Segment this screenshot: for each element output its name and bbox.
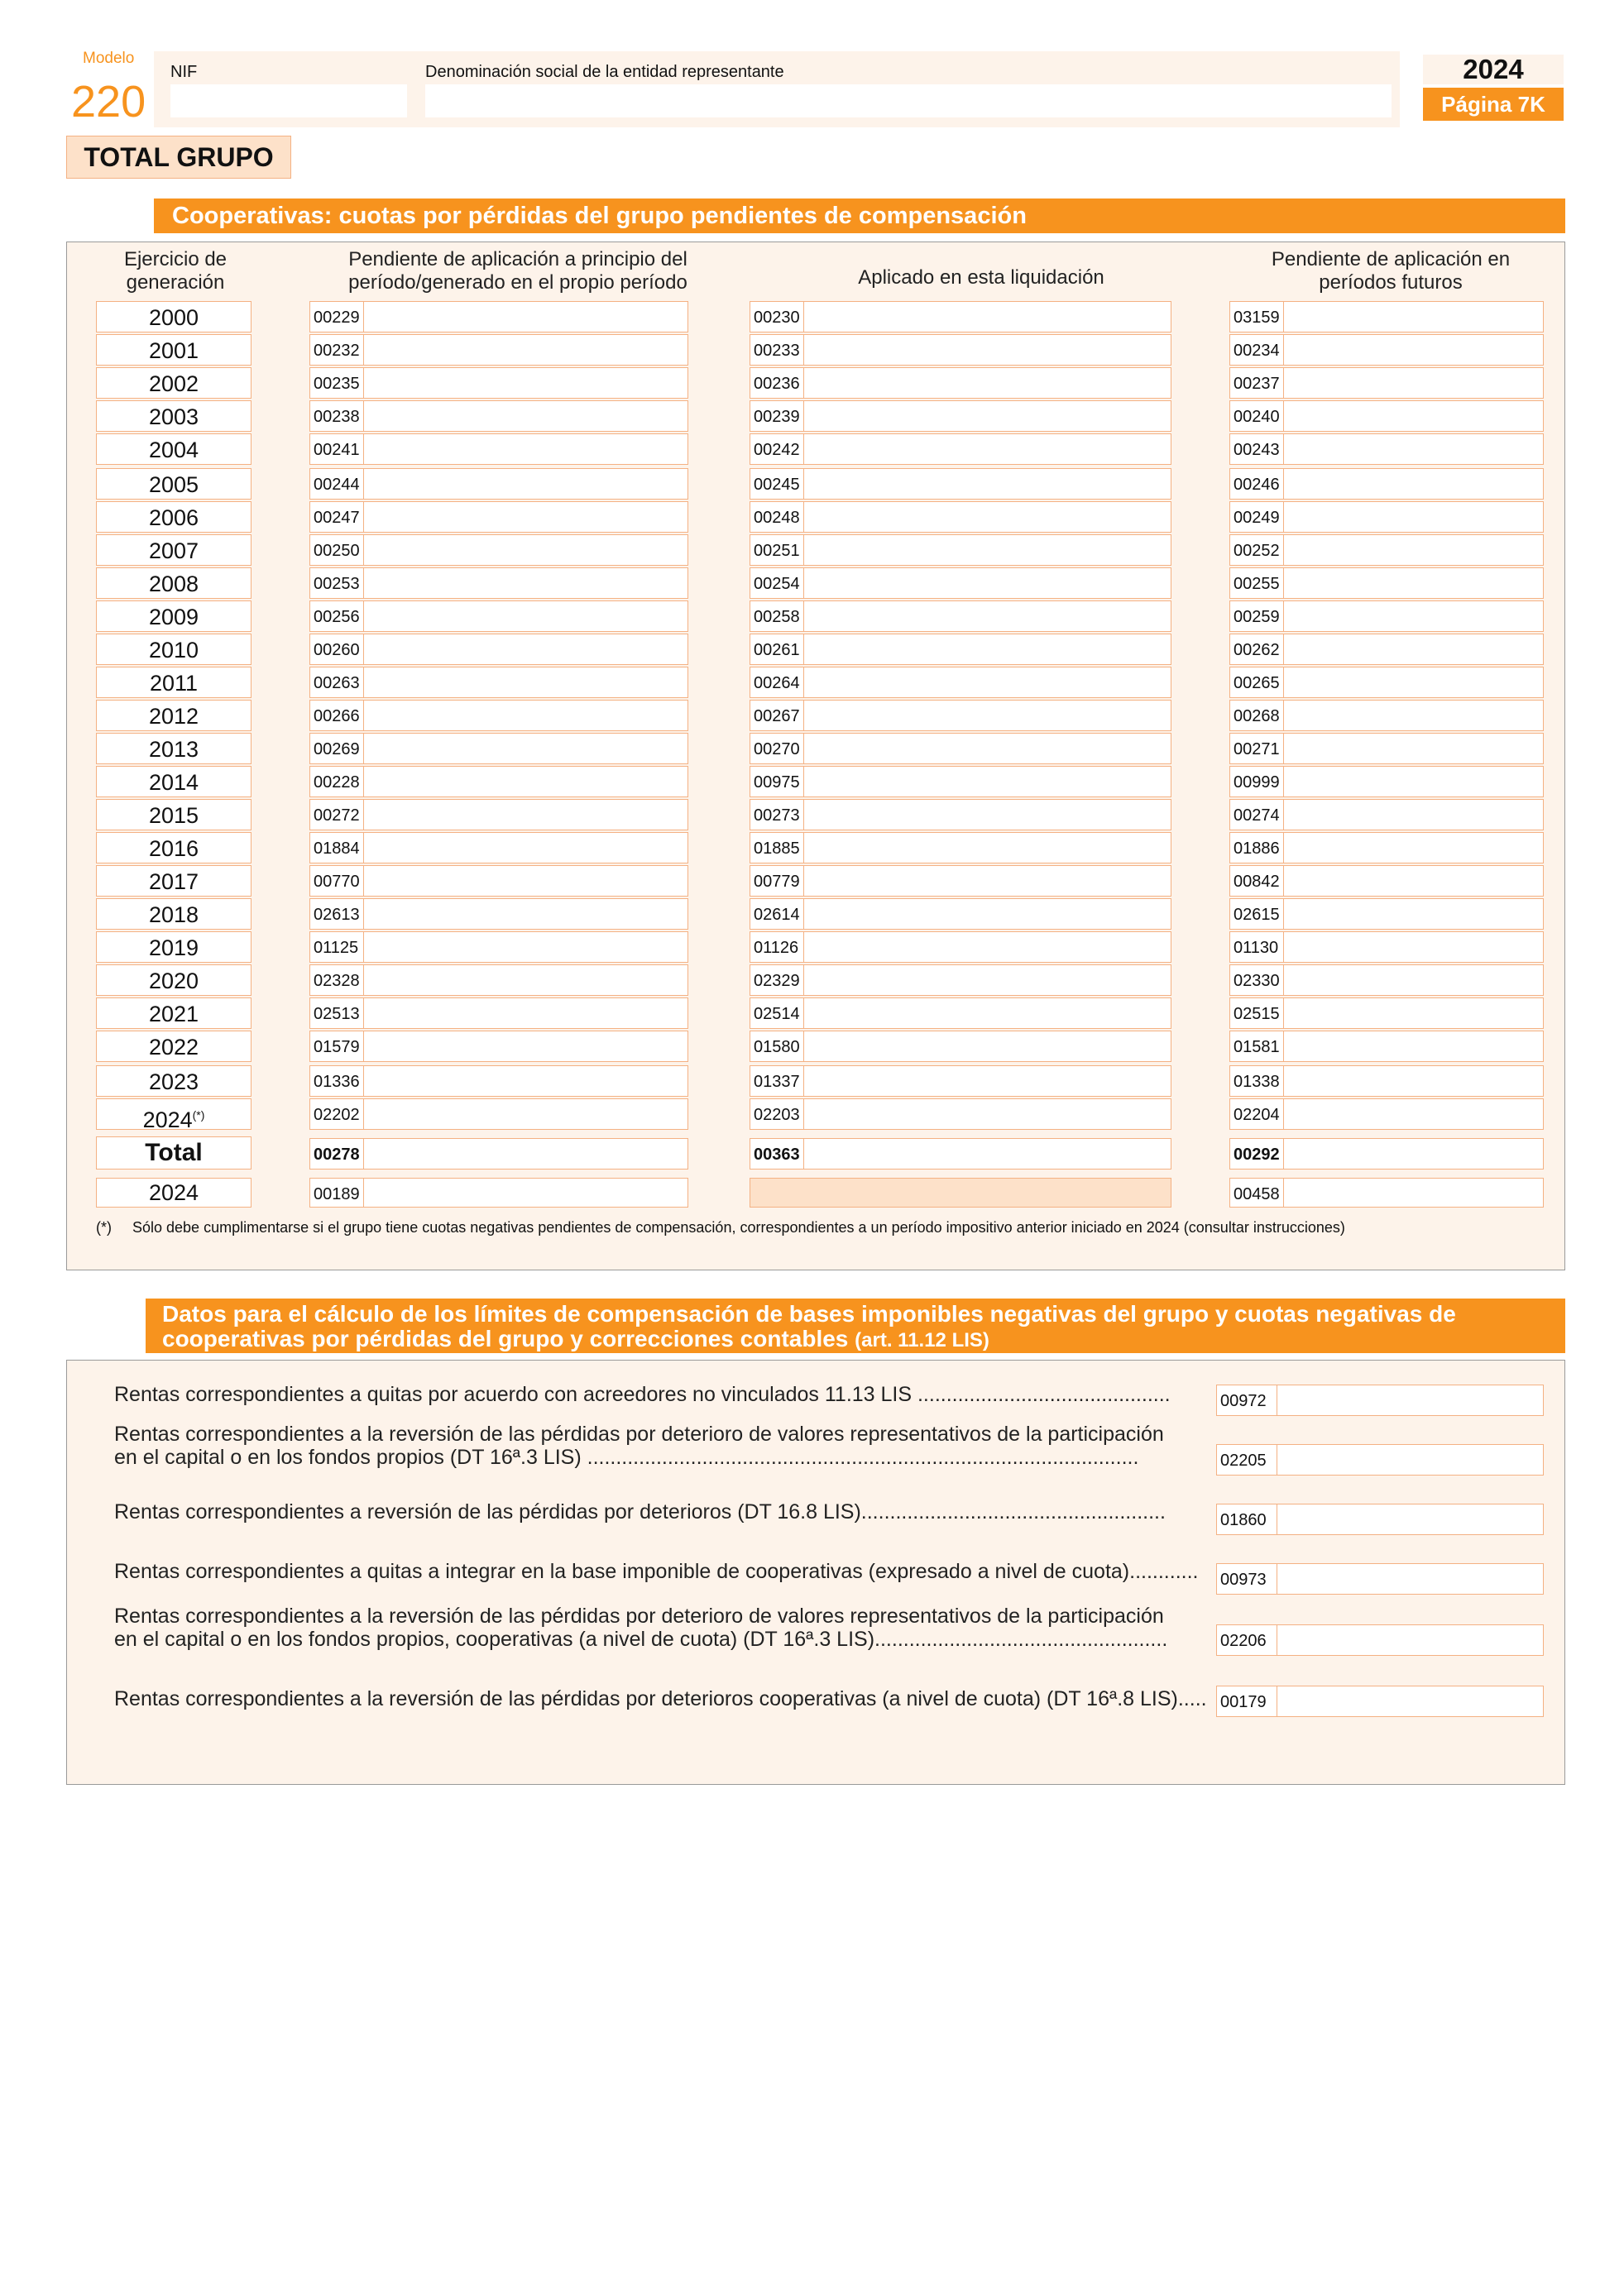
row-code: 00251 [754,542,800,560]
item-code: 00973 [1220,1571,1267,1589]
row-cell-pendiente-futuro[interactable] [1229,501,1544,533]
col-header-ejercicio-line2: generación [126,271,225,294]
row-cell-pendiente-futuro[interactable] [1229,931,1544,963]
row-cell-pendiente-inicio[interactable] [309,567,688,599]
row-cell-pendiente-futuro[interactable] [1229,733,1544,764]
row-year-text: 2000 [148,305,199,330]
year-text: 2024 [1463,54,1524,84]
item-label-line: Rentas correspondientes a quitas por acuerdo con acreedores no vinculados 11.13 LIS ............................................ [114,1383,1171,1406]
row-code: 00770 [314,873,360,891]
col-header-pendiente-inicio [311,248,725,294]
row-year-text: 2023 [148,1069,199,1094]
row-cell-pendiente-futuro[interactable] [1229,1098,1544,1130]
row-cell-pendiente-inicio[interactable] [309,367,688,399]
row-year-text: 2015 [148,803,199,828]
item-field[interactable] [1216,1385,1544,1416]
row-year [96,634,252,665]
row-cell-aplicado[interactable] [750,433,1171,465]
row-code: 00237 [1234,375,1280,393]
row-code: 00263 [314,674,360,692]
row-year-text: 2012 [148,704,199,729]
row-code: 00239 [754,408,800,426]
row-code: 02204 [1234,1106,1280,1124]
row-cell-pendiente-inicio[interactable] [309,1031,688,1062]
row-cell-pendiente-futuro[interactable] [1229,567,1544,599]
row-code: 00229 [314,309,360,327]
row-cell-pendiente-inicio[interactable] [309,1065,688,1097]
footnote-text: Sólo debe cumplimentarse si el grupo tiene cuotas negativas pendientes de compensación, correspondientes a un período impositivo anterior iniciado en 2024 (consultar instrucciones) [132,1219,1345,1236]
year-badge [1423,55,1564,84]
total-code-1: 00278 [314,1146,360,1164]
row-cell-pendiente-futuro[interactable] [1229,766,1544,797]
row-code: 00975 [754,773,800,792]
item-label-line: Rentas correspondientes a la reversión de las pérdidas por deterioro de valores representativos de la participación [114,1423,1164,1446]
row-cell-aplicado[interactable] [750,501,1171,533]
row-cell-pendiente-inicio[interactable] [309,501,688,533]
row-cell-aplicado[interactable] [750,468,1171,500]
row-cell-pendiente-futuro[interactable] [1229,400,1544,432]
item-label [114,1560,1214,1583]
row-cell-aplicado[interactable] [750,367,1171,399]
section2-title-line1: Datos para el cálculo de los límites de compensación de bases imponibles negativas del grupo y cuotas negativas de [162,1301,1456,1327]
col-header-ejercicio-line1: Ejercicio de [123,248,228,270]
row-code: 02614 [754,906,800,924]
col-header-pendiente-inicio-line1: Pendiente de aplicación a principio del [348,248,687,270]
row-year-text: 2005 [148,472,199,497]
item-label-line: Rentas correspondientes a la reversión de las pérdidas por deterioros cooperativas (a nivel de cuota) (DT 16ª.8 LIS)..... [114,1687,1207,1710]
page-label: Página 7K bis [1423,88,1564,121]
row-cell-aplicado[interactable] [750,1065,1171,1097]
row-code: 00999 [1234,773,1280,792]
total-cell-pendiente-inicio[interactable] [309,1138,688,1170]
row-year-text: 2003 [148,404,199,429]
row-year-text: 2004 [148,438,199,462]
row-code: 00250 [314,542,360,560]
row-cell-pendiente-futuro[interactable] [1229,367,1544,399]
row-year [96,964,252,996]
item-field[interactable] [1216,1563,1544,1595]
section2-title-line2-wrap [162,1327,1549,1353]
nif-label: NIF [170,63,198,81]
total-label: Total [96,1136,252,1170]
row-year [96,567,252,599]
row-cell-aplicado[interactable] [750,667,1171,698]
row-cell-pendiente-inicio[interactable] [309,799,688,830]
row-cell-pendiente-futuro[interactable] [1229,534,1544,566]
row-code: 00265 [1234,674,1280,692]
row-cell-aplicado[interactable] [750,832,1171,863]
row-code: 00243 [1234,441,1280,459]
row-cell-pendiente-inicio[interactable] [309,700,688,731]
row-year-text: 2002 [148,371,199,396]
row-code: 00253 [314,575,360,593]
extra-year: 2024 [96,1178,252,1208]
row-code: 00241 [314,441,360,459]
row-year [96,334,252,366]
row-code: 02202 [314,1106,360,1124]
row-code: 00252 [1234,542,1280,560]
row-cell-aplicado[interactable] [750,964,1171,996]
row-code: 00247 [314,509,360,527]
row-cell-aplicado[interactable] [750,400,1171,432]
row-year [96,898,252,930]
row-year [96,301,252,332]
row-code: 01338 [1234,1073,1280,1091]
row-code: 00258 [754,608,800,626]
row-year [96,1031,252,1062]
row-cell-pendiente-inicio[interactable] [309,301,688,332]
row-year [96,931,252,963]
row-year-text: 2006 [148,505,199,530]
row-cell-pendiente-inicio[interactable] [309,832,688,863]
row-cell-pendiente-futuro[interactable] [1229,667,1544,698]
row-year [96,733,252,764]
denominacion-label: Denominación social de la entidad representante [425,63,784,81]
row-code: 01126 [754,939,799,957]
row-cell-aplicado[interactable] [750,865,1171,897]
row-code: 00264 [754,674,800,692]
row-cell-pendiente-futuro[interactable] [1229,1031,1544,1062]
item-label [114,1383,1214,1406]
row-year [96,766,252,797]
total-cell-pendiente-futuro[interactable] [1229,1138,1544,1170]
item-code: 00972 [1220,1392,1267,1410]
row-cell-aplicado[interactable] [750,301,1171,332]
row-code: 00267 [754,707,800,725]
row-cell-aplicado[interactable] [750,600,1171,632]
row-cell-aplicado[interactable] [750,931,1171,963]
item-field[interactable] [1216,1504,1544,1535]
row-cell-pendiente-inicio[interactable] [309,433,688,465]
col-header-pendiente-futuro-line1: Pendiente de aplicación en [1271,248,1511,270]
row-cell-pendiente-futuro[interactable] [1229,832,1544,863]
row-code: 00271 [1234,740,1280,758]
row-code: 01336 [314,1073,360,1091]
row-code: 00244 [314,476,360,494]
row-code: 01337 [754,1073,800,1091]
row-cell-pendiente-inicio[interactable] [309,964,688,996]
row-year-text: 2024 [142,1107,193,1132]
row-year-asterisk: (*) [192,1108,205,1122]
row-year [96,501,252,533]
total-grupo-label: TOTAL GRUPO [66,136,291,179]
nif-field[interactable] [170,84,407,117]
item-label [114,1500,1214,1523]
row-code: 01579 [314,1038,360,1056]
row-code: 00268 [1234,707,1280,725]
row-year-text: 2009 [148,605,199,629]
row-year [96,1098,252,1130]
row-cell-pendiente-futuro[interactable] [1229,468,1544,500]
item-field[interactable] [1216,1624,1544,1656]
row-year-text: 2011 [149,671,199,696]
col-header-pendiente-futuro-line2: períodos futuros [1319,271,1463,294]
item-label-line: Rentas correspondientes a reversión de las pérdidas por deterioros (DT 16.8 LIS)..................................................... [114,1500,1166,1523]
row-year [96,468,252,500]
row-code: 00260 [314,641,360,659]
row-code: 02328 [314,972,360,990]
row-code: 00228 [314,773,360,792]
row-code: 00779 [754,873,800,891]
row-code: 00842 [1234,873,1280,891]
row-year-text: 2008 [148,572,199,596]
row-year [96,997,252,1029]
row-code: 00255 [1234,575,1280,593]
row-cell-aplicado[interactable] [750,733,1171,764]
item-label-line: en el capital o en los fondos propios (DT 16ª.3 LIS) ................................................................................................ [114,1446,1139,1469]
row-cell-pendiente-futuro[interactable] [1229,865,1544,897]
row-cell-pendiente-inicio[interactable] [309,997,688,1029]
row-year-text: 2020 [148,969,199,993]
section2-title-line2: cooperativas por pérdidas del grupo y correcciones contables [162,1326,849,1351]
item-code: 01860 [1220,1511,1267,1529]
item-code: 00179 [1220,1693,1267,1711]
row-cell-aplicado[interactable] [750,634,1171,665]
row-code: 02615 [1234,906,1280,924]
extra-code-1: 00189 [314,1185,360,1203]
row-cell-pendiente-inicio[interactable] [309,334,688,366]
col-header-ejercicio [93,248,258,294]
row-cell-pendiente-futuro[interactable] [1229,997,1544,1029]
row-year-text: 2014 [148,770,199,795]
row-code: 00236 [754,375,800,393]
row-cell-pendiente-inicio[interactable] [309,600,688,632]
row-year [96,832,252,863]
item-label [114,1605,1214,1651]
row-code: 00245 [754,476,800,494]
row-code: 00230 [754,309,800,327]
extra-cell-pendiente-futuro[interactable] [1229,1178,1544,1208]
modelo-number: 220 [71,77,146,127]
row-code: 00256 [314,608,360,626]
col-header-pendiente-inicio-line2: período/generado en el propio período [348,271,687,294]
row-year [96,799,252,830]
row-cell-aplicado[interactable] [750,898,1171,930]
row-cell-pendiente-inicio[interactable] [309,733,688,764]
row-year-text: 2013 [148,737,199,762]
row-code: 01884 [314,839,360,858]
total-code-2: 00363 [754,1146,800,1164]
row-code: 03159 [1234,309,1280,327]
row-cell-aplicado[interactable] [750,1098,1171,1130]
row-code: 01581 [1234,1038,1280,1056]
row-year [96,865,252,897]
extra-cell-aplicado-disabled [750,1178,1171,1208]
row-year-text: 2001 [148,338,199,363]
row-cell-aplicado[interactable] [750,334,1171,366]
row-cell-aplicado[interactable] [750,1031,1171,1062]
row-code: 00248 [754,509,800,527]
row-year [96,433,252,465]
row-cell-pendiente-futuro[interactable] [1229,634,1544,665]
row-year [96,1065,252,1097]
row-year-text: 2019 [148,935,199,960]
row-cell-pendiente-inicio[interactable] [309,931,688,963]
row-year-text: 2016 [148,836,199,861]
row-year-text: 2007 [148,538,199,563]
row-code: 00270 [754,740,800,758]
row-code: 00249 [1234,509,1280,527]
row-cell-pendiente-futuro[interactable] [1229,334,1544,366]
row-code: 00232 [314,342,360,360]
row-year [96,667,252,698]
row-code: 00261 [754,641,800,659]
row-cell-pendiente-inicio[interactable] [309,634,688,665]
row-cell-aplicado[interactable] [750,534,1171,566]
row-year-text: 2022 [148,1035,199,1060]
item-code: 02205 [1220,1452,1267,1470]
row-cell-pendiente-futuro[interactable] [1229,964,1544,996]
row-code: 00273 [754,806,800,825]
section2-title [146,1299,1565,1353]
row-code: 02329 [754,972,800,990]
row-cell-pendiente-futuro[interactable] [1229,799,1544,830]
row-code: 00266 [314,707,360,725]
row-code: 00242 [754,441,800,459]
row-year [96,400,252,432]
col-header-pendiente-futuro [1229,248,1552,294]
row-year-text: 2021 [148,1002,199,1026]
item-code: 02206 [1220,1632,1267,1650]
row-code: 02330 [1234,972,1280,990]
row-cell-pendiente-futuro[interactable] [1229,600,1544,632]
total-code-3: 00292 [1234,1146,1280,1164]
row-code: 00262 [1234,641,1280,659]
row-code: 02203 [754,1106,800,1124]
item-field[interactable] [1216,1444,1544,1476]
row-year-text: 2018 [148,902,199,927]
row-cell-pendiente-inicio[interactable] [309,1098,688,1130]
row-cell-aplicado[interactable] [750,997,1171,1029]
row-cell-pendiente-inicio[interactable] [309,468,688,500]
extra-code-3: 00458 [1234,1185,1280,1203]
row-cell-pendiente-inicio[interactable] [309,667,688,698]
row-code: 02515 [1234,1005,1280,1023]
row-cell-pendiente-futuro[interactable] [1229,700,1544,731]
row-cell-pendiente-futuro[interactable] [1229,1065,1544,1097]
row-cell-pendiente-inicio[interactable] [309,766,688,797]
row-code: 00274 [1234,806,1280,825]
row-cell-aplicado[interactable] [750,567,1171,599]
row-code: 01886 [1234,839,1280,858]
row-cell-pendiente-futuro[interactable] [1229,301,1544,332]
row-code: 00269 [314,740,360,758]
row-code: 00233 [754,342,800,360]
row-year [96,534,252,566]
row-code: 02514 [754,1005,800,1023]
row-code: 00234 [1234,342,1280,360]
row-year [96,700,252,731]
item-label [114,1687,1214,1710]
row-cell-aplicado[interactable] [750,700,1171,731]
row-code: 01130 [1234,939,1279,957]
row-cell-pendiente-inicio[interactable] [309,865,688,897]
row-code: 01885 [754,839,800,858]
row-cell-pendiente-inicio[interactable] [309,400,688,432]
denominacion-field[interactable] [425,84,1392,117]
footnote-mark: (*) [96,1219,112,1236]
row-code: 00246 [1234,476,1280,494]
row-code: 00259 [1234,608,1280,626]
row-code: 01580 [754,1038,800,1056]
row-code: 00272 [314,806,360,825]
section2-title-ref: (art. 11.12 LIS) [855,1329,989,1351]
row-code: 00240 [1234,408,1280,426]
row-code: 02613 [314,906,360,924]
item-label-line: en el capital o en los fondos propios, cooperativas (a nivel de cuota) (DT 16ª.3 LIS)................................................... [114,1628,1168,1651]
row-cell-aplicado[interactable] [750,766,1171,797]
section1-title: Cooperativas: cuotas por pérdidas del grupo pendientes de compensación [154,199,1565,233]
item-label-line: Rentas correspondientes a quitas a integrar en la base imponible de cooperativas (expresado a nivel de cuota)............ [114,1560,1199,1583]
row-cell-pendiente-futuro[interactable] [1229,898,1544,930]
modelo-label: Modelo [83,50,135,67]
row-cell-pendiente-inicio[interactable] [309,898,688,930]
row-year-text: 2010 [148,638,199,662]
row-year-text: 2017 [148,869,199,894]
row-year [96,367,252,399]
row-cell-pendiente-futuro[interactable] [1229,433,1544,465]
row-cell-pendiente-inicio[interactable] [309,534,688,566]
row-code: 00235 [314,375,360,393]
row-code: 01125 [314,939,359,957]
extra-cell-pendiente-inicio[interactable] [309,1178,688,1208]
total-cell-aplicado[interactable] [750,1138,1171,1170]
row-year [96,600,252,632]
row-code: 00238 [314,408,360,426]
row-code: 00254 [754,575,800,593]
item-label-line: Rentas correspondientes a la reversión de las pérdidas por deterioro de valores representativos de la participación [114,1605,1164,1628]
row-cell-aplicado[interactable] [750,799,1171,830]
row-code: 02513 [314,1005,360,1023]
item-label [114,1423,1214,1469]
col-header-aplicado: Aplicado en esta liquidación [858,266,1104,289]
item-field[interactable] [1216,1686,1544,1717]
